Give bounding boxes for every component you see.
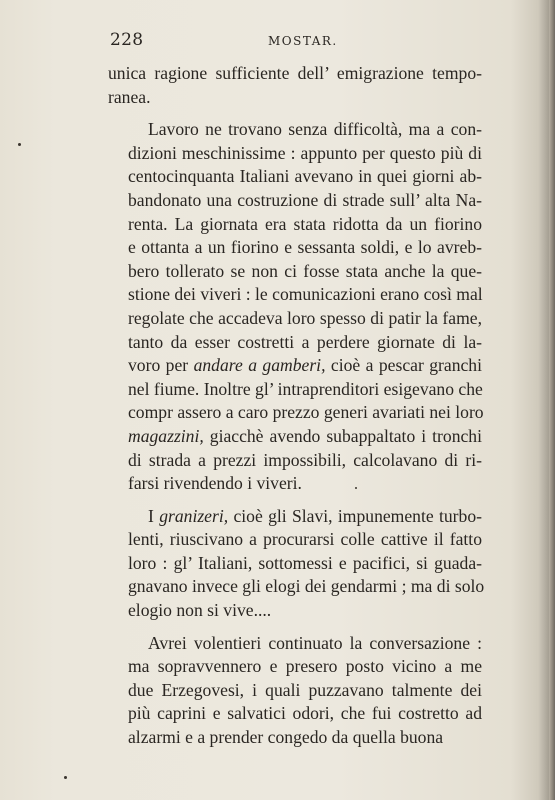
text-run: ranea. (108, 86, 151, 107)
text-run: dizioni meschinissime : appunto per questo più di (128, 142, 482, 163)
text-run: cioè gli Slavi, impunemente turbo- (228, 505, 482, 526)
text-line (108, 189, 482, 213)
paragraph (108, 505, 485, 623)
text-line (108, 331, 482, 355)
body-text (108, 62, 485, 759)
text-run: Lavoro ne trovano senza difficoltà, ma a con- (148, 119, 482, 140)
text-line (108, 655, 482, 679)
text-run: più caprini e salvatici odori, che fui costretto ad (128, 703, 482, 724)
text-run: nel fiume. Inoltre gl’ intraprenditori esigevano che (128, 378, 483, 399)
text-line (108, 425, 482, 449)
paragraph (108, 632, 482, 750)
text-line (108, 165, 482, 189)
paragraph (108, 118, 482, 496)
page-edge-shadow (549, 0, 555, 800)
text-line (108, 283, 482, 307)
text-run: compr assero a caro prezzo generi avariati nei loro (128, 402, 484, 423)
text-line (108, 599, 482, 623)
italic-phrase: andare a gamberi, (193, 355, 326, 376)
text-line (108, 702, 482, 726)
text-run: giacchè avendo subappaltato i tronchi (203, 425, 482, 446)
text-line (108, 472, 482, 496)
text-run: Avrei volentieri continuato la conversazione : (148, 632, 482, 653)
text-line (108, 378, 482, 402)
text-run: bero tollerato se non ci fosse stata anche la que- (128, 260, 482, 281)
text-line (108, 505, 482, 529)
text-run: I (148, 505, 160, 526)
text-line (108, 354, 482, 378)
text-line (108, 142, 482, 166)
text-line (108, 260, 482, 284)
paragraph (108, 62, 482, 109)
paper-speck (355, 487, 357, 489)
italic-phrase: magazzini, (128, 425, 204, 446)
page-header (110, 30, 482, 52)
paper-speck (18, 143, 21, 146)
text-line (108, 726, 482, 750)
text-run: loro : gl’ Italiani, sottomessi e pacifici, si guada- (128, 552, 482, 573)
text-run: lenti, riuscivano a procurarsi colle cattive il fatto (128, 529, 482, 550)
text-run: stione dei viveri : le comunicazioni erano così mal (128, 284, 483, 305)
text-line (108, 401, 482, 425)
text-run: centocinquanta Italiani avevano in quei giorni ab- (128, 166, 482, 187)
italic-phrase: granizeri, (159, 505, 229, 526)
text-line (108, 213, 482, 237)
text-line (108, 86, 482, 110)
paper-speck (64, 776, 67, 779)
text-run: voro per (128, 355, 194, 376)
text-run: tanto da esser costretti a perdere giornate di la- (128, 331, 482, 352)
text-run: cioè a pescar granchi (325, 355, 482, 376)
text-line (108, 307, 482, 331)
text-run: e ottanta a un fiorino e sessanta soldi, e lo avreb- (128, 237, 482, 258)
text-line (108, 575, 485, 599)
text-run: regolate che accadeva loro spesso di patir la fame, (128, 307, 482, 328)
text-line (108, 118, 482, 142)
text-line (108, 679, 482, 703)
text-line (108, 632, 482, 656)
text-line (108, 528, 482, 552)
running-head: MOSTAR. (268, 34, 338, 48)
text-line (108, 236, 482, 260)
text-run: renta. La giornata era stata ridotta da un fiorino (128, 213, 482, 234)
text-run: alzarmi e a prender congedo da quella buona (128, 727, 444, 748)
text-run: ma sopravvennero e presero posto vicino a me (128, 656, 482, 677)
text-run: gnavano invece gli elogi dei gendarmi ; ma di solo (128, 576, 485, 597)
text-line (108, 449, 482, 473)
text-run: farsi rivendendo i viveri. (128, 473, 302, 494)
text-run: unica ragione sufficiente dell’ emigrazione tempo- (108, 63, 482, 83)
text-run: bandonato una costruzione di strade sull’ alta Na- (128, 189, 482, 210)
text-run: elogio non si vive.... (128, 600, 272, 621)
text-line (108, 62, 482, 86)
page-number: 228 (110, 30, 144, 50)
text-line (108, 552, 482, 576)
text-run: di strada a prezzi impossibili, calcolavano di ri- (128, 449, 482, 470)
text-run: due Erzegovesi, i quali puzzavano talmente dei (128, 679, 482, 700)
